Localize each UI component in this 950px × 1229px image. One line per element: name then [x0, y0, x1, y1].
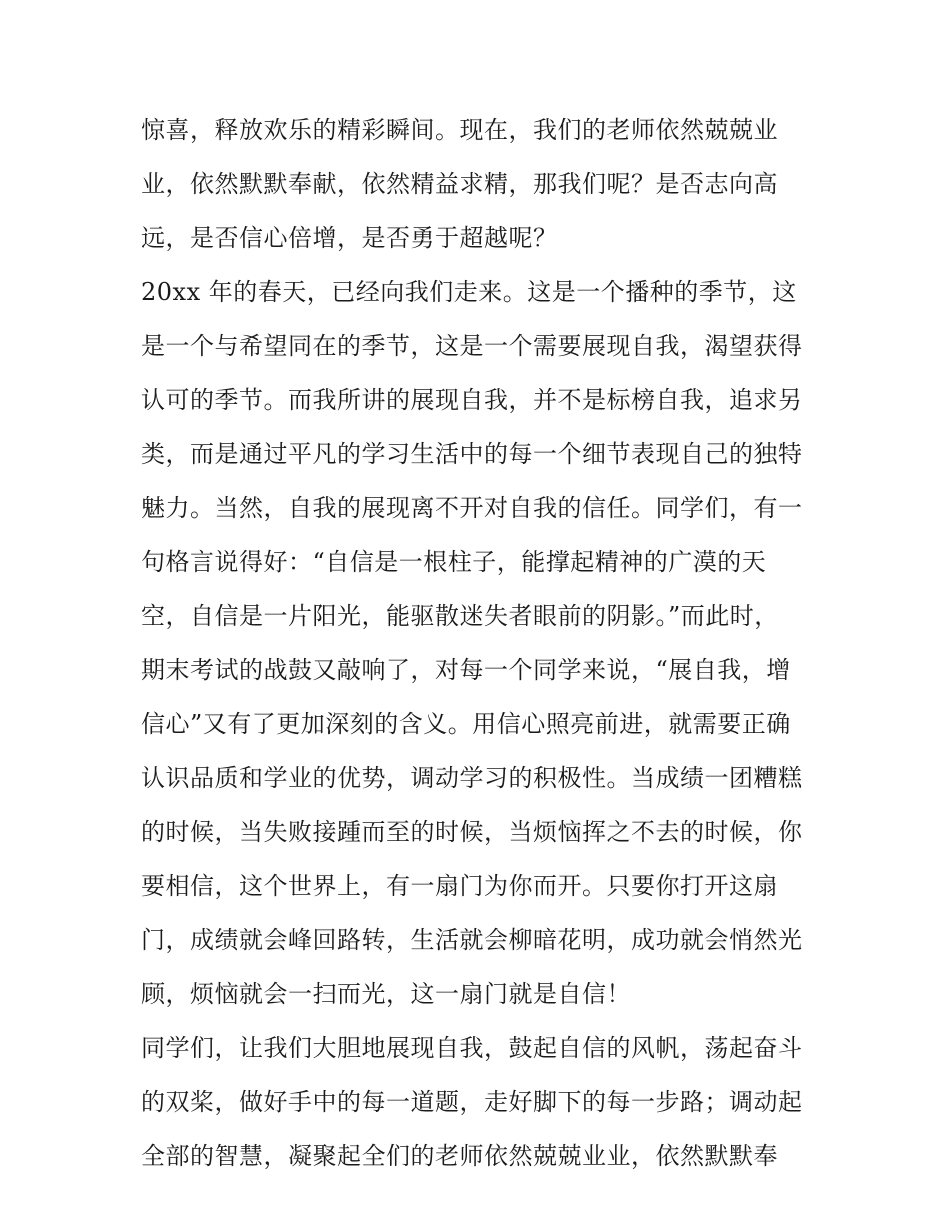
text-line: 期末考试的战鼓又敲响了，对每一个同学来说，“展自我，增: [141, 656, 791, 684]
text-line: 空，自信是一片阳光，能驱散迷失者眼前的阴影。”而此时，: [141, 602, 779, 630]
text-line: 信心”又有了更加深刻的含义。用信心照亮前进，就需要正确: [141, 710, 791, 738]
text-line: 顾，烦恼就会一扫而光，这一扇门就是自信！: [141, 980, 631, 1008]
text-line: 的时候，当失败接踵而至的时候，当烦恼挥之不去的时候，你: [141, 818, 803, 846]
text-line: 要相信，这个世界上，有一扇门为你而开。只要你打开这扇: [141, 872, 778, 900]
document-body: [141, 103, 821, 1183]
text-line: 20xx 年的春天，已经向我们走来。这是一个播种的季节，这: [141, 278, 797, 306]
text-line: 业，依然默默奉献，依然精益求精，那我们呢？是否志向高: [141, 170, 778, 198]
text-line: 门，成绩就会峰回路转，生活就会柳暗花明，成功就会悄然光: [141, 926, 803, 954]
text-line: 是一个与希望同在的季节，这是一个需要展现自我，渴望获得: [141, 332, 803, 360]
text-line: 远，是否信心倍增，是否勇于超越呢？: [141, 224, 558, 252]
text-line: 魅力。当然，自我的展现离不开对自我的信任。同学们，有一: [141, 494, 803, 522]
text-line: 认识品质和学业的优势，调动学习的积极性。当成绩一团糟糕: [141, 764, 803, 792]
text-line: 句格言说得好：“自信是一根柱子，能撑起精神的广漠的天: [141, 548, 767, 576]
text-line: 类，而是通过平凡的学习生活中的每一个细节表现自己的独特: [141, 440, 803, 468]
text-line: 同学们，让我们大胆地展现自我，鼓起自信的风帆，荡起奋斗: [141, 1034, 803, 1062]
text-line: 全部的智慧，凝聚起全们的老师依然兢兢业业，依然默默奉: [141, 1142, 778, 1170]
text-line: 认可的季节。而我所讲的展现自我，并不是标榜自我，追求另: [141, 386, 803, 414]
text-line: 的双桨，做好手中的每一道题，走好脚下的每一步路；调动起: [141, 1088, 803, 1116]
text-line: 惊喜，释放欢乐的精彩瞬间。现在，我们的老师依然兢兢业: [141, 116, 778, 144]
